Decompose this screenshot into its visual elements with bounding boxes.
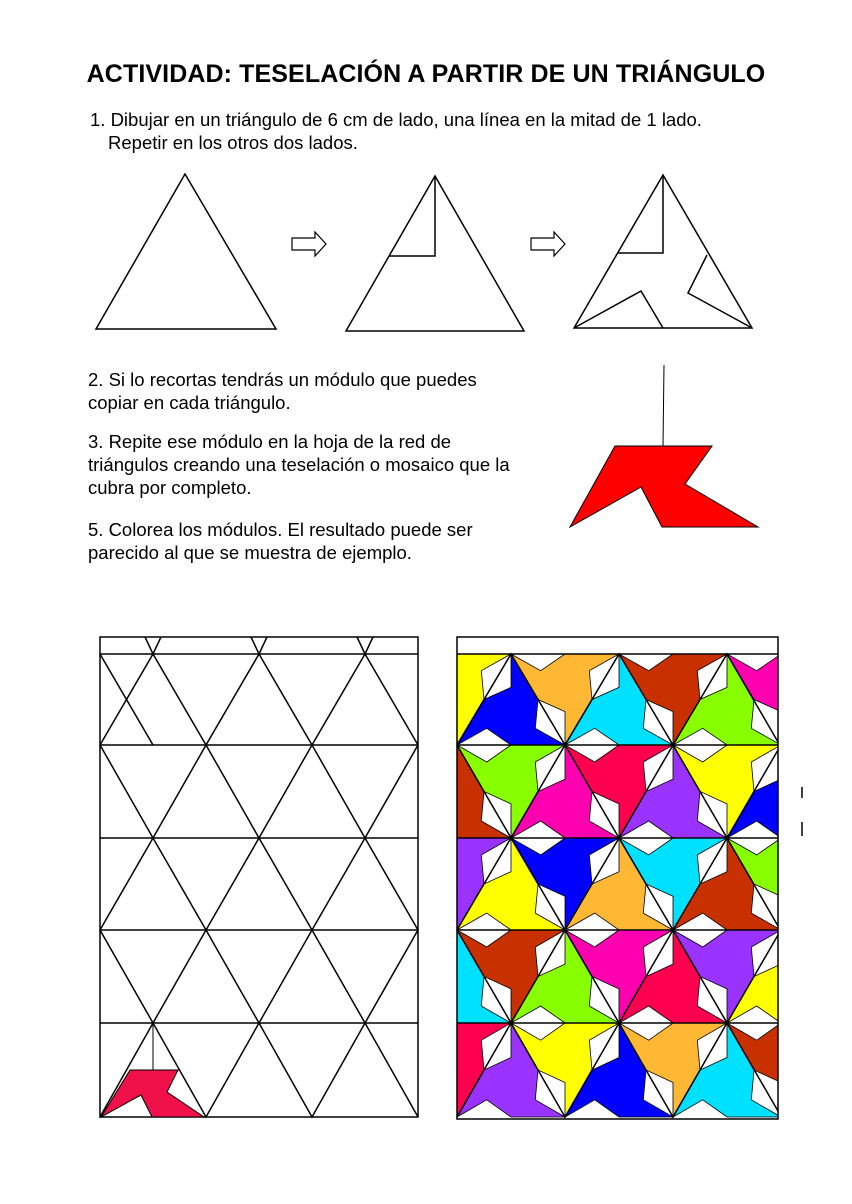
arrow-right-icon bbox=[292, 232, 326, 256]
triangle-grid-blank bbox=[100, 637, 418, 1117]
step-2-text: 2. Si lo recortas tendrás un módulo que puedes copiar en cada triángulo. bbox=[88, 369, 477, 413]
page-title: ACTIVIDAD: TESELACIÓN A PARTIR DE UN TRIÁNGULO bbox=[86, 60, 766, 88]
step-1-continuation: Repetir en los otros dos lados. bbox=[108, 132, 358, 153]
step-3-text: 3. Repite ese módulo en la hoja de la red de triángulos creando una teselación o mosaico que la cubra por completo. bbox=[88, 431, 510, 498]
triangle-step-1 bbox=[96, 174, 276, 329]
example-module-in-grid bbox=[101, 1025, 204, 1117]
colored-mosaic bbox=[403, 637, 835, 1119]
triangle-step-3 bbox=[574, 175, 752, 328]
step-5-text: 5. Colorea los módulos. El resultado puede ser parecido al que se muestra de ejemplo. bbox=[88, 519, 473, 563]
red-module-shape bbox=[570, 365, 758, 527]
triangle-step-2 bbox=[346, 176, 524, 331]
arrow-right-icon bbox=[531, 232, 565, 256]
step-1-text: 1. Dibujar en un triángulo de 6 cm de lado, una línea en la mitad de 1 lado. bbox=[90, 109, 702, 130]
